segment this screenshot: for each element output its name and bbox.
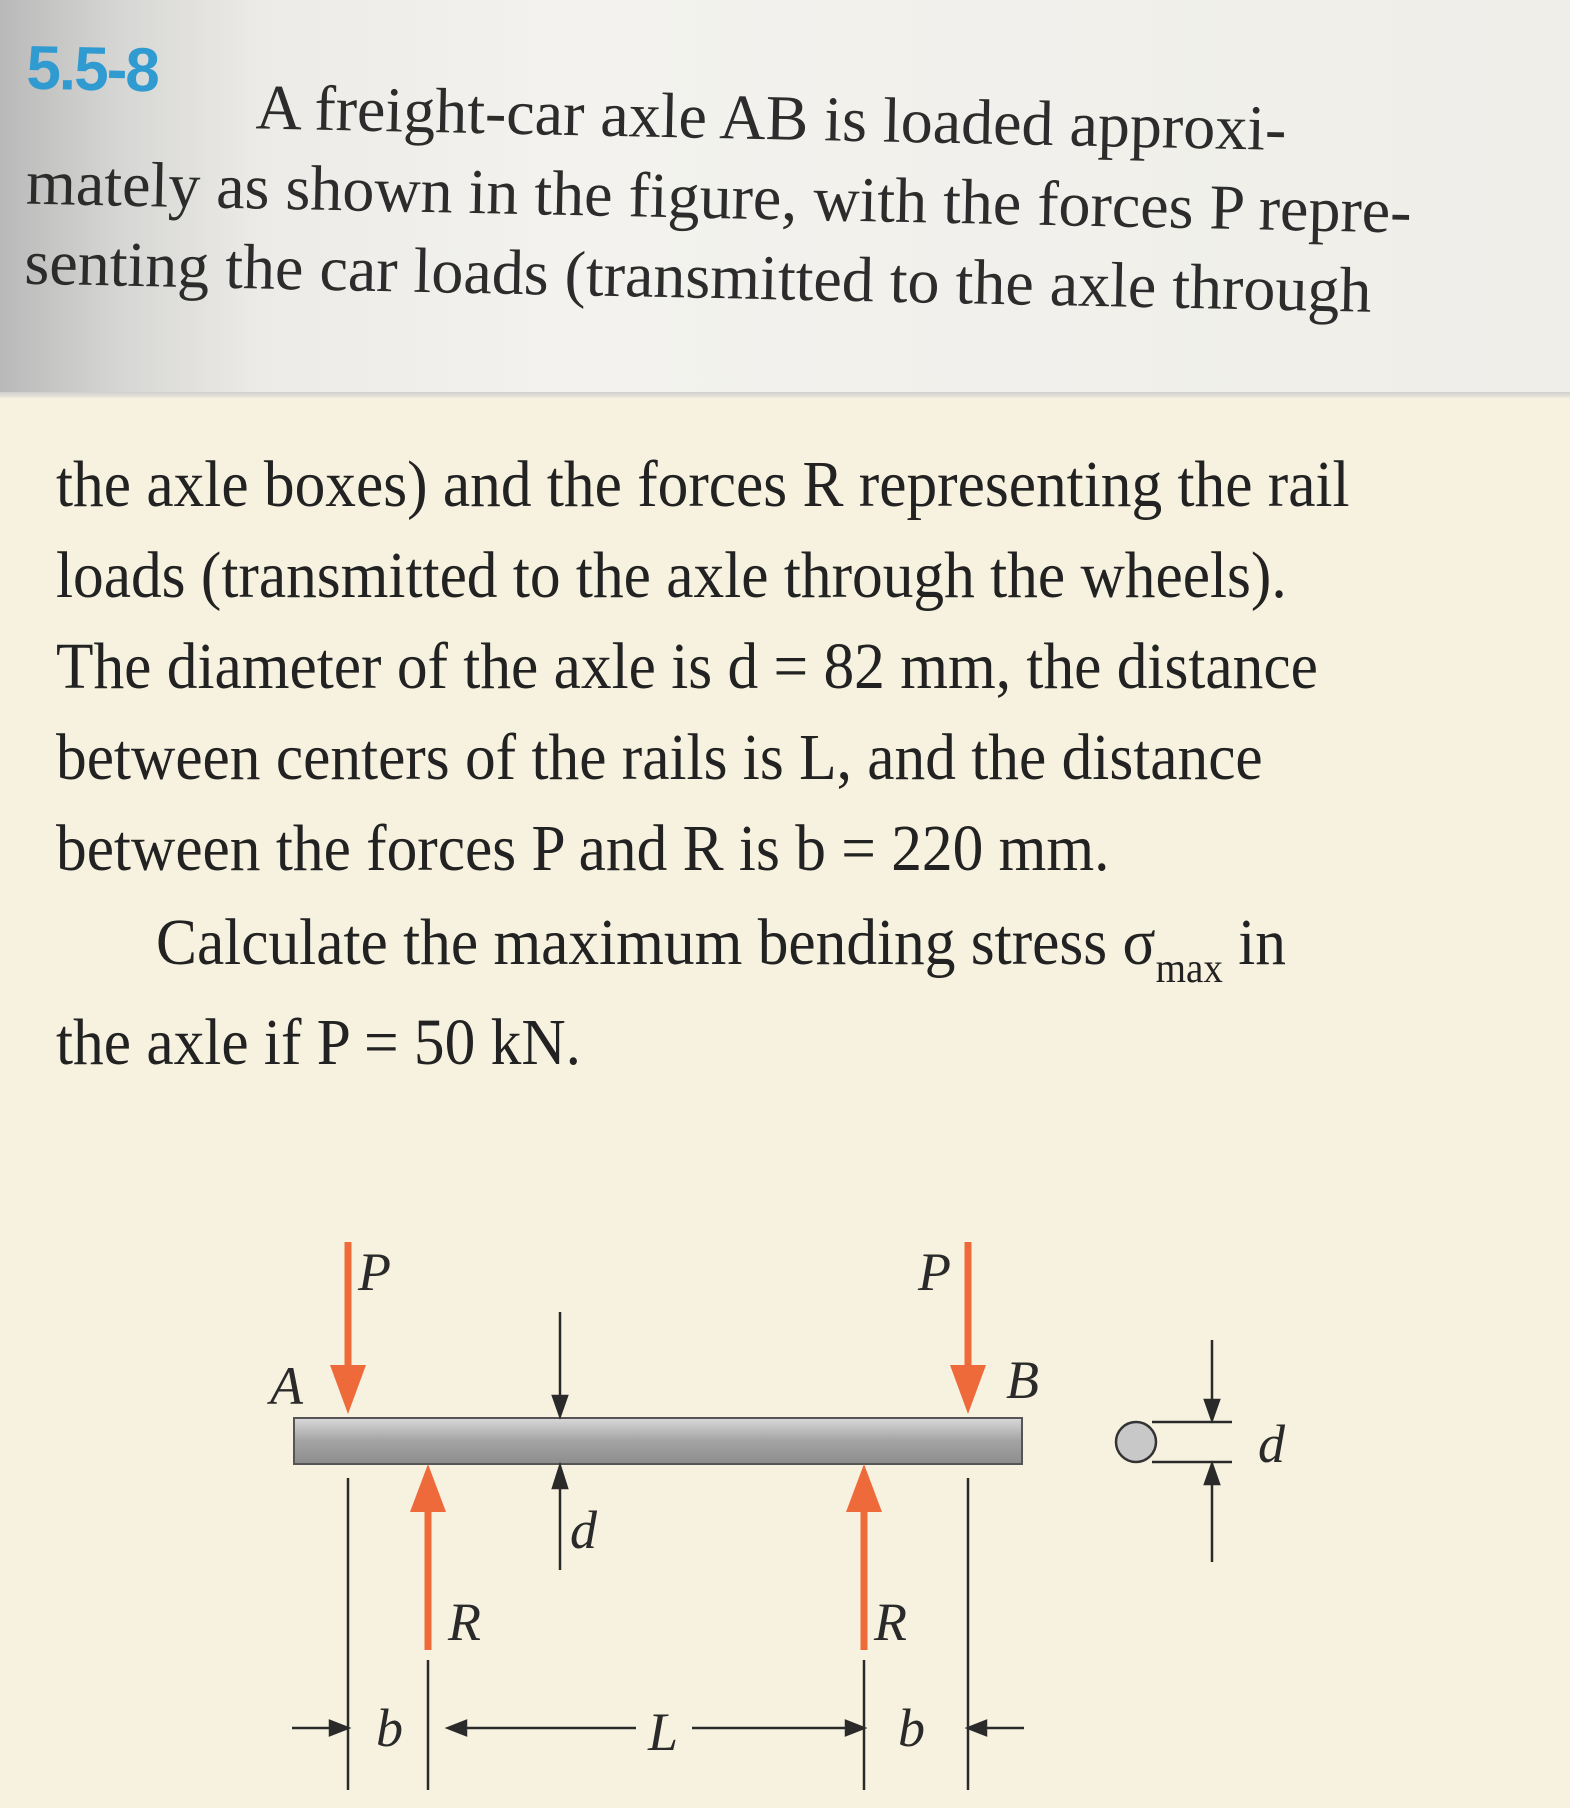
label-d-beam: d: [570, 1500, 597, 1560]
label-b-left: b: [376, 1698, 403, 1758]
problem-number: 5.5-8: [25, 33, 159, 106]
strip-line-2: mately as shown in the figure, with the forces P repre-: [25, 146, 1413, 247]
body-line-3: The diameter of the axle is d = 82 mm, the distance: [56, 630, 1318, 703]
sigma-subscript: max: [1155, 946, 1223, 992]
body-line-1: the axle boxes) and the forces R representing the rail: [56, 448, 1350, 521]
question-line-2: the axle if P = 50 kN.: [56, 1006, 581, 1079]
label-A: A: [270, 1356, 303, 1416]
label-P-left: P: [358, 1242, 391, 1302]
label-R-left: R: [448, 1592, 481, 1652]
body-line-4: between centers of the rails is L, and the distance: [56, 721, 1263, 794]
label-d-section: d: [1258, 1414, 1285, 1474]
body-line-2: loads (transmitted to the axle through the wheels).: [56, 539, 1287, 612]
question-suffix: in: [1222, 906, 1286, 979]
label-P-right: P: [918, 1242, 951, 1302]
strip-text-block: [0, 0, 1570, 398]
strip-line-3: senting the car loads (transmitted to the axle through: [23, 226, 1373, 326]
top-text-strip: [0, 0, 1570, 398]
label-b-right: b: [898, 1698, 925, 1758]
label-R-right: R: [874, 1592, 907, 1652]
label-L: L: [648, 1702, 679, 1762]
body-line-5: between the forces P and R is b = 220 mm.: [56, 812, 1110, 885]
question-line-1: [156, 906, 1514, 992]
strip-line-1: A freight-car axle AB is loaded approxi-: [255, 71, 1288, 164]
label-B: B: [1006, 1350, 1039, 1410]
question-prefix: Calculate the maximum bending stress σ: [156, 906, 1156, 979]
